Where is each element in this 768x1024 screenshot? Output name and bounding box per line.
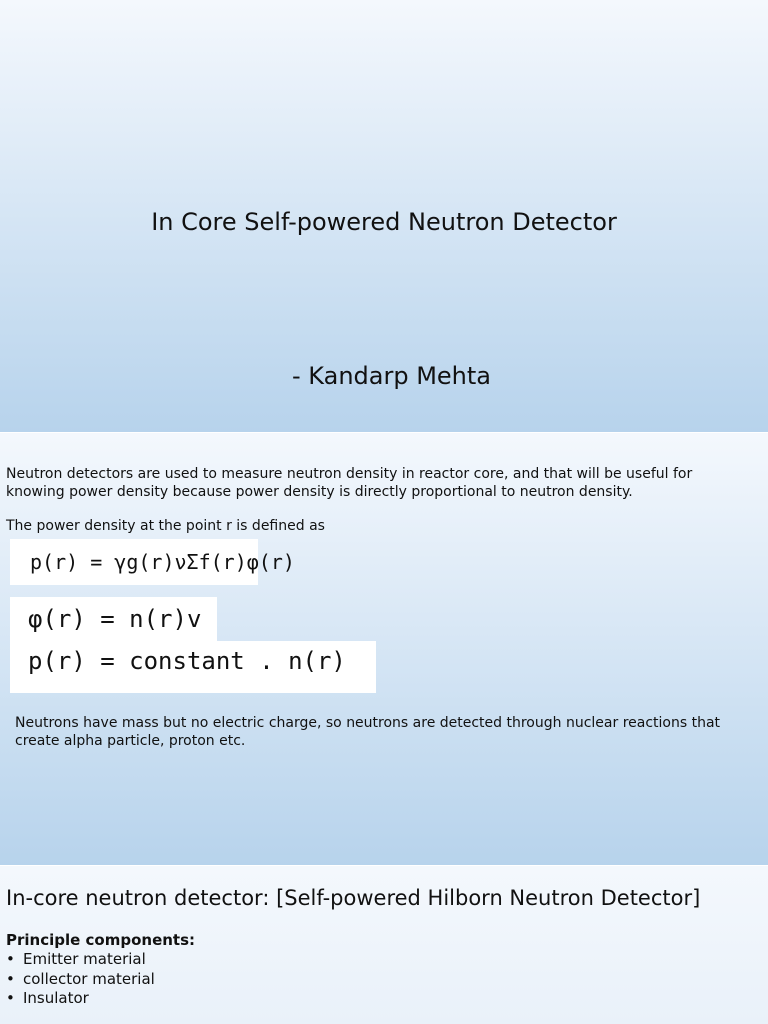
list-item: • Insulator xyxy=(6,989,155,1009)
flux-equation: φ(r) = n(r)v xyxy=(10,597,217,641)
power-density-equation: p(r) = γg(r)νΣf(r)φ(r) xyxy=(10,539,258,585)
list-item: • Emitter material xyxy=(6,950,155,970)
slide-heading: In-core neutron detector: [Self-powered Hilborn Neutron Detector] xyxy=(6,886,701,910)
proportionality-equation: p(r) = constant . n(r) xyxy=(10,641,376,693)
components-label: Principle components: xyxy=(6,931,196,949)
intro-paragraph: Neutron detectors are used to measure neutron density in reactor core, and that will be useful for knowing power density because power density is directly proportional to neutron density. xyxy=(6,466,693,500)
author-name: - Kandarp Mehta xyxy=(292,362,491,390)
presentation-title: In Core Self-powered Neutron Detector xyxy=(151,208,617,236)
components-list xyxy=(6,950,155,1009)
power-density-slide xyxy=(0,433,768,865)
detection-paragraph: Neutrons have mass but no electric charge, so neutrons are detected through nuclear reactions that create alpha particle, proton etc. xyxy=(15,715,721,749)
list-item: • collector material xyxy=(6,970,155,990)
detector-slide xyxy=(0,866,768,1024)
title-slide xyxy=(0,0,768,432)
definition-text: The power density at the point r is defined as xyxy=(6,518,325,534)
